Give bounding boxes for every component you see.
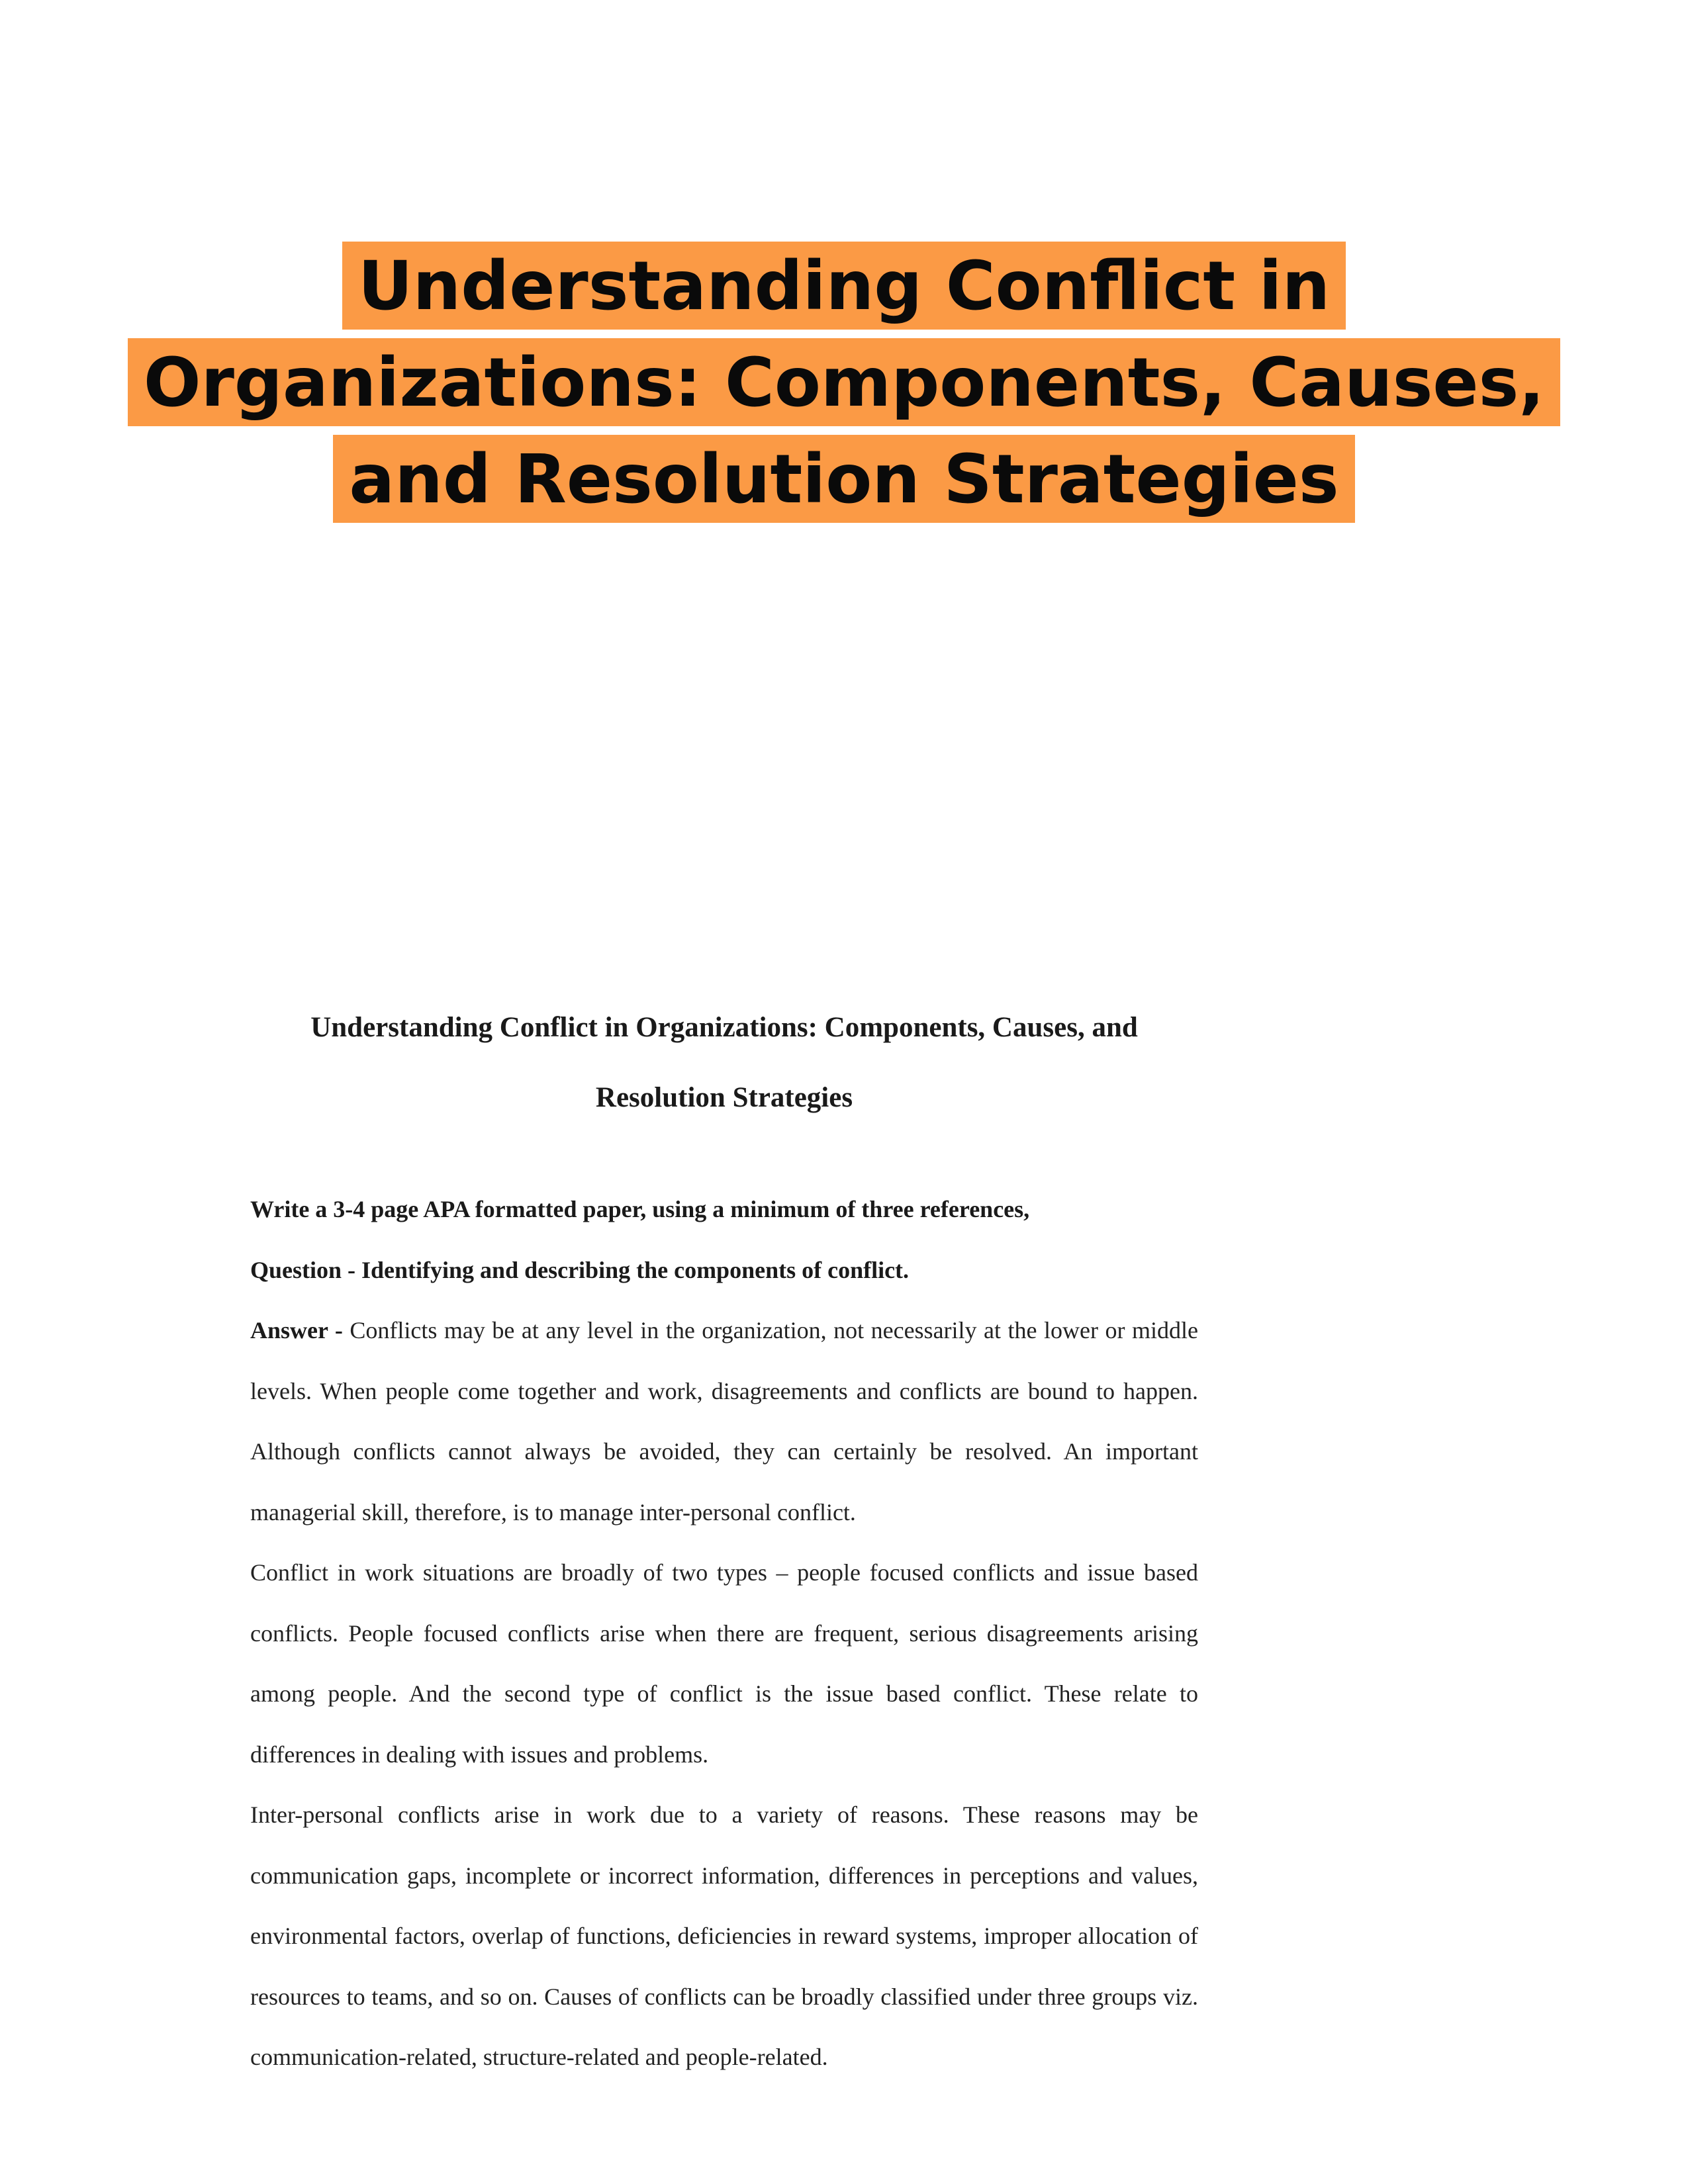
banner-line-2: Organizations: Components, Causes, [128,338,1560,426]
banner-title [0,238,1688,528]
document-title-line-2: Resolution Strategies [595,1082,853,1113]
answer-paragraph [250,1300,1198,1543]
banner-line-1: Understanding Conflict in [342,242,1346,330]
question-text: Question - Identifying and describing the components of conflict. [250,1256,910,1283]
document-page [250,993,1198,2088]
document-title-line-1: Understanding Conflict in Organizations: Components, Causes, and [310,1012,1138,1043]
banner-line-3: and Resolution Strategies [333,435,1354,523]
document-title [250,993,1198,1133]
instruction-text: Write a 3-4 page APA formatted paper, using a minimum of three references, [250,1196,1030,1222]
answer-label: Answer - [250,1317,350,1343]
paragraph-conflict-causes: Inter-personal conflicts arise in work due to a variety of reasons. These reasons may be communication gaps, incomplete or incorrect information, differences in perceptions and values, environmental factors, overlap of functions, deficiencies in reward systems, improper allocation of resources to teams, and so on. Causes of conflicts can be broadly classified under three groups viz. communication-related, structure-related and people-related. [250,1801,1198,2070]
answer-text: Conflicts may be at any level in the organization, not necessarily at the lower or middle levels. When people come together and work, disagreements and conflicts are bound to happen. Although conflicts cannot always be avoided, they can certainly be resolved. An important managerial skill, therefore, is to manage inter-personal conflict. [250,1317,1199,1525]
paragraph-conflict-types: Conflict in work situations are broadly of two types – people focused conflicts and issue based conflicts. People focused conflicts arise when there are frequent, serious disagreements arising among people. And the second type of conflict is the issue based conflict. These relate to differences in dealing with issues and problems. [250,1559,1198,1768]
